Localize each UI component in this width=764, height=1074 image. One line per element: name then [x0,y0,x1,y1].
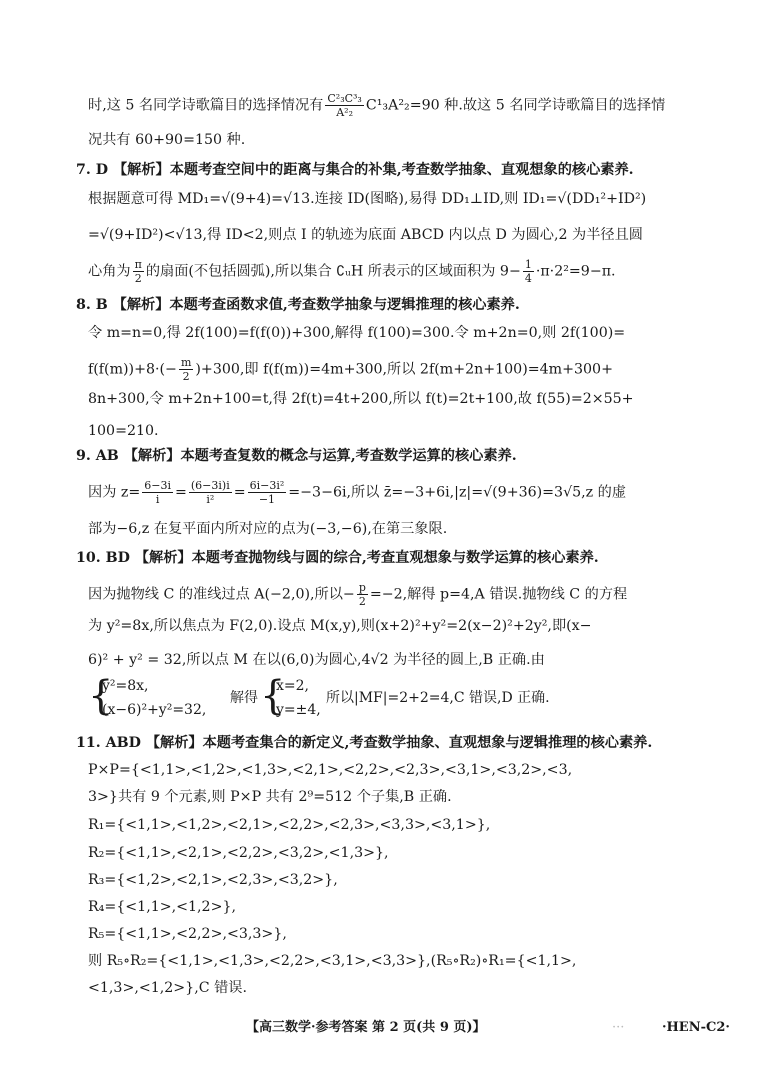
q11-heading: 11. ABD 【解析】本题考查集合的新定义,考查数学抽象、直观想象与逻辑推理的核心素养. [76,735,653,751]
q8-line-1: 令 m=n=0,得 2f(100)=f(f(0))+300,解得 f(100)=300.令 m+2n=0,则 2f(100)= [88,325,626,341]
footer-dots: ··· [612,1020,625,1035]
left-brace-icon: { [260,673,286,719]
text: 心角为 [88,263,131,280]
q11-line-2: 3>}共有 9 个元素,则 P×P 共有 2⁹=512 个子集,B 正确. [88,789,452,805]
q11-line-1: P×P={<1,1>,<1,2>,<1,3>,<2,1>,<2,2>,<2,3>,<3,1>,<3,2>,<3, [88,762,573,778]
text: ·π·2²=9−π. [535,263,616,280]
q11-line-9: <1,3>,<1,2>},C 错误. [88,980,247,996]
text: 时,这 5 名同学诗歌篇目的选择情况有 [88,97,324,114]
frac-num: m [180,356,192,369]
frac-den: 4 [524,272,532,285]
q10-line-2: 为 y²=8x,所以焦点为 F(2,0).设点 M(x,y),则(x+2)²+y²=2(x−2)²+2y²,即(x− [88,618,592,634]
frac-num: 6−3i [144,479,171,492]
q11-line-5: R₃={<1,2>,<2,1>,<2,3>,<3,2>}, [88,872,338,888]
solve-label: 解得 [230,690,258,706]
frac-den: A²₂ [336,106,353,119]
fraction [189,479,232,506]
frac-num: 1 [524,258,532,271]
q11-line-7: R₅={<1,1>,<2,2>,<3,3>}, [88,926,287,942]
q7-line-1: 根据题意可得 MD₁=√(9+4)=√13.连接 ID(图略),易得 DD₁⊥ID,则 ID₁=√(DD₁²+ID²) [88,191,647,207]
system2-bottom: y=±4, [276,702,321,718]
text: 因为抛物线 C 的准线过点 A(−2,0),所以− [88,586,355,603]
fraction [325,92,363,119]
fraction [179,356,193,383]
q10-line-3: 6)² + y² = 32,所以点 M 在以(6,0)为圆心,4√2 为半径的圆上,B 正确.由 [88,652,545,668]
system1-top: y²=8x, [102,678,149,694]
frac-num: 6i−3i² [249,479,285,492]
text: 因为 z= [88,484,141,501]
system2-top: x=2, [276,678,309,694]
q11-line-8: 则 R₅∘R₂={<1,1>,<1,3>,<2,2>,<3,1>,<3,3>},(R₅∘R₂)∘R₁={<1,1>, [88,953,577,969]
q11-line-3: R₁={<1,1>,<1,2>,<2,1>,<2,2>,<2,3>,<3,3>,<3,1>}, [88,817,491,833]
text: f(f(m))+8·(− [88,361,177,378]
q8-line-3: 8n+300,令 m+2n+100=t,得 2f(t)=4t+200,所以 f(t)=2t+100,故 f(55)=2×55+ [88,391,634,407]
q9-line-2: 部为−6,z 在复平面内所对应的点为(−3,−6),在第三象限. [88,521,448,537]
q7-heading: 7. D 【解析】本题考查空间中的距离与集合的补集,考查数学抽象、直观想象的核心素养. [76,162,634,178]
frac-num: π [134,258,142,271]
q11-line-4: R₂={<1,1>,<2,1>,<2,2>,<3,2>,<1,3>}, [88,845,389,861]
q9-heading: 9. AB 【解析】本题考查复数的概念与运算,考查数学运算的核心素养. [76,448,517,464]
q8-heading: 8. B 【解析】本题考查函数求值,考查数学抽象与逻辑推理的核心素养. [76,297,520,313]
fraction [248,479,287,506]
footer-page-info: 【高三数学·参考答案 第 2 页(共 9 页)】 [246,1020,486,1035]
q10-heading: 10. BD 【解析】本题考查抛物线与圆的综合,考查直观想象与数学运算的核心素养. [76,550,599,566]
text: = [233,484,246,501]
text: =−2,解得 p=4,A 错误.抛物线 C 的方程 [369,586,628,603]
q11-line-6: R₄={<1,1>,<1,2>}, [88,899,237,915]
frac-den: 2 [182,370,190,383]
q10-line-1 [88,581,627,608]
fraction [133,258,144,285]
footer-code: ·HEN-C2· [662,1020,730,1035]
p6-line-2: 况共有 60+90=150 种. [88,132,246,148]
text: )+300,即 f(f(m))=4m+300,所以 2f(m+2n+100)=4m+300+ [195,361,613,378]
q8-line-2 [88,356,613,383]
p6-line-1 [88,92,665,119]
fraction [357,581,368,608]
frac-den: −1 [258,493,276,506]
text: =−3−6i,所以 z̄=−3+6i,|z|=√(9+36)=3√5,z 的虚 [288,484,627,501]
q10-equation-systems [88,675,728,725]
q7-line-2: =√(9+ID²)<√13,得 ID<2,则点 I 的轨迹为底面 ABCD 内以点 D 为圆心,2 为半径且圆 [88,227,643,243]
frac-num: (6−3i)i [190,479,230,492]
system1-bottom: (x−6)²+y²=32, [102,702,207,718]
q8-line-4: 100=210. [88,423,159,439]
frac-den: 2 [358,595,366,608]
frac-den: i [155,493,160,506]
frac-den: 2 [134,272,142,285]
frac-den: i² [206,493,215,506]
q7-line-3 [88,258,616,285]
frac-num: p [358,581,366,594]
system-conclusion: 所以|MF|=2+2=4,C 错误,D 正确. [326,690,550,706]
text: = [174,484,187,501]
fraction [523,258,534,285]
text: 的扇面(不包括圆弧),所以集合 ∁ᵤH 所表示的区域面积为 9− [145,263,521,280]
text: C¹₃A²₂=90 种.故这 5 名同学诗歌篇目的选择情 [365,97,666,114]
q9-line-1 [88,479,626,506]
left-brace-icon: { [88,673,114,719]
fraction [142,479,173,506]
frac-num: C²₃C³₃ [327,92,362,105]
